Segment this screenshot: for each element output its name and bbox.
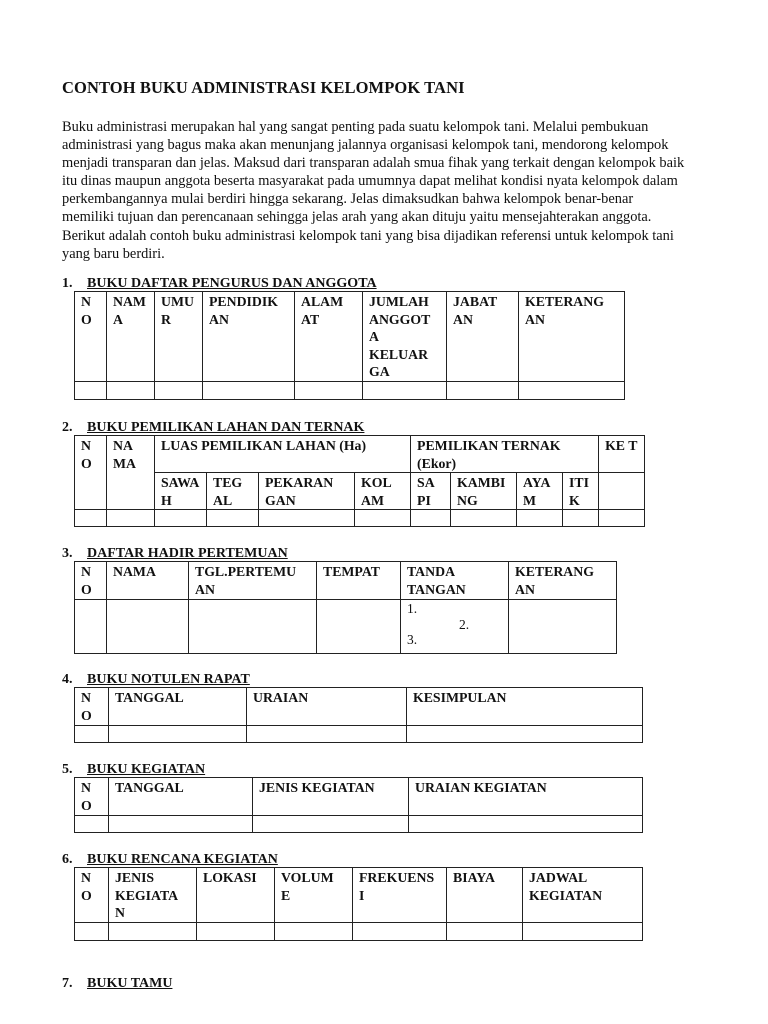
header-cell: VOLUM E: [275, 868, 353, 923]
intro-line: administrasi yang bagus maka akan menunjang jalannya organisasi kelompok tani, mendorong kelompok: [62, 137, 669, 154]
table-row: [75, 510, 645, 527]
table-row: [75, 726, 643, 743]
section-number: 1.: [62, 276, 73, 291]
section-3-heading: [62, 546, 288, 562]
empty-cell: [109, 726, 247, 743]
section-number: 5.: [62, 762, 73, 777]
table-pemilikan-lahan: [74, 435, 645, 527]
subheader-cell: SA PI: [411, 473, 451, 510]
empty-cell: [107, 510, 155, 527]
section-number: 7.: [62, 976, 73, 991]
table-row: [75, 382, 625, 400]
header-cell: LOKASI: [197, 868, 275, 923]
table-rencana-kegiatan: [74, 867, 643, 941]
empty-cell: [75, 726, 109, 743]
section-4-heading: [62, 672, 250, 688]
empty-cell: [363, 382, 447, 400]
header-cell: KESIMPULAN: [407, 688, 643, 726]
empty-cell: [295, 382, 363, 400]
section-name: BUKU TAMU: [87, 976, 173, 991]
section-number: 3.: [62, 546, 73, 561]
empty-cell: [599, 510, 645, 527]
header-cell: TGL.PERTEMU AN: [189, 562, 317, 600]
table-subheader-row: [75, 473, 645, 510]
section-name: BUKU KEGIATAN: [87, 762, 206, 777]
table-row: [75, 923, 643, 941]
empty-cell: [75, 816, 109, 833]
table-kegiatan: [74, 777, 643, 833]
empty-cell: [517, 510, 563, 527]
header-cell: N O: [75, 688, 109, 726]
empty-cell: [447, 382, 519, 400]
signature-line: 2.: [459, 616, 470, 632]
empty-cell: [107, 382, 155, 400]
table-header-row: [75, 688, 643, 726]
subheader-cell: SAWA H: [155, 473, 207, 510]
header-cell: BIAYA: [447, 868, 523, 923]
header-cell: N O: [75, 562, 107, 600]
header-cell: FREKUENS I: [353, 868, 447, 923]
subheader-cell: TEG AL: [207, 473, 259, 510]
intro-paragraph: [62, 118, 722, 263]
table-header-row: [75, 436, 645, 473]
section-7-heading: [62, 976, 172, 992]
section-name: BUKU NOTULEN RAPAT: [87, 672, 250, 687]
section-number: 2.: [62, 420, 73, 435]
empty-cell: [75, 600, 107, 654]
empty-cell: [407, 726, 643, 743]
subheader-cell: PEKARAN GAN: [259, 473, 355, 510]
header-cell: ALAM AT: [295, 292, 363, 382]
header-cell-luas-lahan: LUAS PEMILIKAN LAHAN (Ha): [155, 436, 411, 473]
section-5-heading: [62, 762, 205, 778]
table-header-row: [75, 778, 643, 816]
header-cell: TEMPAT: [317, 562, 401, 600]
header-cell: JABAT AN: [447, 292, 519, 382]
signature-line: 3.: [407, 632, 418, 647]
section-2-heading: [62, 420, 364, 436]
empty-cell: [75, 382, 107, 400]
header-cell: KE T: [599, 436, 645, 473]
section-6-heading: [62, 852, 278, 868]
empty-cell: [519, 382, 625, 400]
subheader-cell: ITI K: [563, 473, 599, 510]
table-row: [75, 600, 617, 654]
table-header-row: [75, 562, 617, 600]
empty-cell: [107, 600, 189, 654]
section-number: 6.: [62, 852, 73, 867]
header-cell: TANDA TANGAN: [401, 562, 509, 600]
header-cell: KETERANG AN: [509, 562, 617, 600]
intro-line: yang baru berdiri.: [62, 245, 165, 262]
header-cell: TANGGAL: [109, 778, 253, 816]
intro-line: Buku administrasi merupakan hal yang sangat penting pada suatu kelompok tani. Melalui pembukuan: [62, 119, 649, 135]
intro-line: Berikut adalah contoh buku administrasi kelompok tani yang bisa dijadikan referensi untuk kelompok tani: [62, 227, 674, 244]
empty-cell: [523, 923, 643, 941]
empty-cell: [259, 510, 355, 527]
empty-cell: [353, 923, 447, 941]
header-cell: N O: [75, 868, 109, 923]
table-notulen-rapat: [74, 687, 643, 743]
empty-cell: [275, 923, 353, 941]
empty-cell: [599, 473, 645, 510]
table-daftar-hadir: [74, 561, 617, 654]
table-row: [75, 816, 643, 833]
header-cell: JENIS KEGIATA N: [109, 868, 197, 923]
empty-cell: [451, 510, 517, 527]
header-cell: PENDIDIK AN: [203, 292, 295, 382]
header-cell: URAIAN: [247, 688, 407, 726]
intro-line: memiliki tujuan dan perencanaan sehingga jelas arah yang akan dituju yaitu mensejahterakan anggota.: [62, 209, 652, 226]
empty-cell: [109, 923, 197, 941]
header-cell: JADWAL KEGIATAN: [523, 868, 643, 923]
empty-cell: [189, 600, 317, 654]
section-1-heading: [62, 276, 377, 292]
empty-cell: [207, 510, 259, 527]
empty-cell: [447, 923, 523, 941]
section-name: BUKU DAFTAR PENGURUS DAN ANGGOTA: [87, 276, 377, 291]
empty-cell: [355, 510, 411, 527]
empty-cell: [317, 600, 401, 654]
section-name: DAFTAR HADIR PERTEMUAN: [87, 546, 288, 561]
header-cell: NAMA: [107, 562, 189, 600]
header-cell: TANGGAL: [109, 688, 247, 726]
section-number: 4.: [62, 672, 73, 687]
intro-line: perkembangannya mulai berdiri hingga sekarang. Jelas dimaksudkan bahwa kelompok benar-benar: [62, 191, 634, 208]
intro-line: itu dinas maupun anggota beserta masyarakat pada umumnya dapat melihat kondisi nyata kelompok dalam: [62, 173, 678, 190]
empty-cell: [563, 510, 599, 527]
table-header-row: [75, 868, 643, 923]
header-cell: JENIS KEGIATAN: [253, 778, 409, 816]
empty-cell: [155, 510, 207, 527]
section-name: BUKU PEMILIKAN LAHAN DAN TERNAK: [87, 420, 365, 435]
header-cell: N O: [75, 778, 109, 816]
document-title: CONTOH BUKU ADMINISTRASI KELOMPOK TANI: [62, 78, 465, 97]
header-cell-pemilikan-ternak: PEMILIKAN TERNAK (Ekor): [411, 436, 599, 473]
empty-cell: [197, 923, 275, 941]
intro-line: menjadi transparan dan jelas. Maksud dari transparan adalah smua fihak yang terkait dengan kelompok baik: [62, 155, 685, 172]
header-cell: UMU R: [155, 292, 203, 382]
subheader-cell: KOL AM: [355, 473, 411, 510]
empty-cell: [155, 382, 203, 400]
empty-cell: [509, 600, 617, 654]
header-cell: KETERANG AN: [519, 292, 625, 382]
header-cell: NA MA: [107, 436, 155, 510]
header-cell: N O: [75, 292, 107, 382]
subheader-cell: AYA M: [517, 473, 563, 510]
empty-cell: [203, 382, 295, 400]
subheader-cell: KAMBI NG: [451, 473, 517, 510]
signature-cell: [401, 600, 509, 654]
empty-cell: [109, 816, 253, 833]
signature-line: 1.: [407, 601, 418, 616]
table-daftar-pengurus: [74, 291, 625, 400]
empty-cell: [75, 923, 109, 941]
header-cell: URAIAN KEGIATAN: [409, 778, 643, 816]
header-cell: NAM A: [107, 292, 155, 382]
section-name: BUKU RENCANA KEGIATAN: [87, 852, 278, 867]
empty-cell: [75, 510, 107, 527]
empty-cell: [409, 816, 643, 833]
empty-cell: [247, 726, 407, 743]
table-header-row: [75, 292, 625, 382]
empty-cell: [253, 816, 409, 833]
empty-cell: [411, 510, 451, 527]
header-cell: JUMLAH ANGGOT A KELUAR GA: [363, 292, 447, 382]
header-cell: N O: [75, 436, 107, 510]
